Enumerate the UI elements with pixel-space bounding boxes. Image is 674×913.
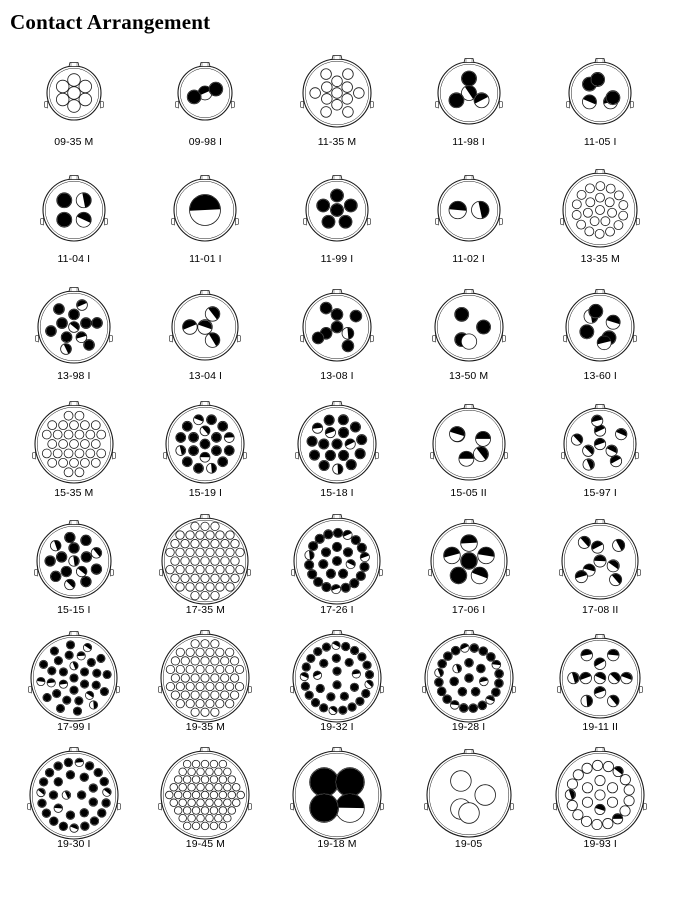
connector-face-diagram bbox=[291, 400, 383, 486]
connector-face-diagram bbox=[155, 517, 255, 603]
connector-cell bbox=[534, 166, 666, 277]
connector-face-diagram bbox=[165, 283, 245, 369]
connector-label: 19-28 I bbox=[451, 721, 486, 733]
page-title: Contact Arrangement bbox=[10, 10, 211, 34]
connector-cell bbox=[403, 517, 535, 628]
connector-cell bbox=[8, 400, 140, 511]
connector-face-diagram bbox=[23, 751, 125, 837]
connector-cell bbox=[8, 166, 140, 277]
connector-cell bbox=[140, 517, 272, 628]
connector-face-diagram bbox=[167, 166, 243, 252]
connector-face-diagram bbox=[557, 400, 643, 486]
connector-face-diagram bbox=[40, 49, 108, 135]
connector-label: 17-35 M bbox=[185, 604, 225, 616]
connector-cell bbox=[8, 283, 140, 394]
connector-face-diagram bbox=[28, 400, 120, 486]
connector-face-diagram bbox=[555, 517, 645, 603]
connector-face-diagram bbox=[562, 49, 638, 135]
connector-face-diagram bbox=[418, 634, 520, 720]
connector-label: 13-98 I bbox=[57, 370, 91, 382]
connector-face-diagram bbox=[286, 634, 388, 720]
connector-cell bbox=[140, 751, 272, 862]
connector-label: 11-04 I bbox=[57, 253, 91, 265]
connector-label: 15-97 I bbox=[583, 487, 617, 499]
connector-cell bbox=[8, 517, 140, 628]
connector-cell bbox=[534, 751, 666, 862]
connector-face-diagram bbox=[171, 49, 239, 135]
connector-label: 15-18 I bbox=[320, 487, 354, 499]
connector-cell bbox=[403, 166, 535, 277]
connector-label: 15-05 II bbox=[450, 487, 487, 499]
connector-cell bbox=[271, 751, 403, 862]
connector-cell bbox=[140, 166, 272, 277]
connector-cell bbox=[403, 634, 535, 745]
connector-label: 19-45 M bbox=[185, 838, 225, 850]
connector-face-diagram bbox=[36, 166, 112, 252]
connector-label: 11-35 M bbox=[317, 136, 357, 148]
connector-face-diagram bbox=[428, 283, 510, 369]
connector-cell bbox=[271, 283, 403, 394]
connector-cell bbox=[140, 49, 272, 160]
connector-label: 17-99 I bbox=[57, 721, 91, 733]
connector-face-diagram bbox=[296, 283, 378, 369]
connector-face-diagram bbox=[286, 751, 388, 837]
connector-face-diagram bbox=[420, 751, 518, 837]
connector-label: 11-99 I bbox=[320, 253, 354, 265]
connector-cell bbox=[403, 283, 535, 394]
connector-cell bbox=[534, 49, 666, 160]
connector-label: 19-11 II bbox=[582, 721, 619, 733]
connector-label: 13-04 I bbox=[188, 370, 223, 382]
connector-cell bbox=[271, 634, 403, 745]
connector-label: 13-50 M bbox=[448, 370, 489, 382]
connector-cell bbox=[140, 634, 272, 745]
connector-label: 13-08 I bbox=[320, 370, 354, 382]
connector-cell bbox=[140, 400, 272, 511]
connector-cell bbox=[271, 400, 403, 511]
connector-label: 15-35 M bbox=[54, 487, 94, 499]
connector-label: 19-93 I bbox=[583, 838, 617, 850]
connector-label: 19-35 M bbox=[185, 721, 225, 733]
connector-cell bbox=[271, 49, 403, 160]
connector-label: 13-35 M bbox=[580, 253, 620, 265]
connector-face-diagram bbox=[553, 634, 647, 720]
connector-cell bbox=[8, 49, 140, 160]
connector-cell bbox=[403, 400, 535, 511]
connector-label: 11-98 I bbox=[452, 136, 485, 148]
connector-label: 19-18 M bbox=[317, 838, 357, 850]
connector-cell bbox=[534, 400, 666, 511]
connector-cell bbox=[534, 283, 666, 394]
connector-face-diagram bbox=[287, 517, 387, 603]
connector-label: 11-05 I bbox=[583, 136, 617, 148]
connector-cell bbox=[8, 751, 140, 862]
connector-label: 09-35 M bbox=[54, 136, 94, 148]
connector-face-diagram bbox=[426, 400, 512, 486]
connector-cell bbox=[403, 751, 535, 862]
connector-label: 15-15 I bbox=[57, 604, 91, 616]
connector-label: 19-30 I bbox=[57, 838, 91, 850]
connector-face-diagram bbox=[559, 283, 641, 369]
connector-cell bbox=[140, 283, 272, 394]
connector-label: 17-06 I bbox=[451, 604, 486, 616]
connector-face-diagram bbox=[24, 634, 124, 720]
connector-face-diagram bbox=[299, 166, 375, 252]
connector-face-diagram bbox=[154, 634, 256, 720]
connector-label: 11-01 I bbox=[189, 253, 222, 265]
connector-label: 15-19 I bbox=[188, 487, 223, 499]
connector-cell bbox=[534, 634, 666, 745]
connector-face-diagram bbox=[556, 166, 644, 252]
connector-face-diagram bbox=[159, 400, 251, 486]
connector-label: 19-32 I bbox=[320, 721, 354, 733]
connector-face-diagram bbox=[30, 517, 118, 603]
connector-face-diagram bbox=[31, 283, 117, 369]
connector-cell bbox=[403, 49, 535, 160]
connector-face-diagram bbox=[431, 166, 507, 252]
connector-grid bbox=[0, 49, 674, 862]
connector-face-diagram bbox=[296, 49, 378, 135]
connector-label: 19-05 bbox=[454, 838, 483, 850]
connector-face-diagram bbox=[431, 49, 507, 135]
connector-label: 17-08 II bbox=[581, 604, 619, 616]
connector-face-diagram bbox=[154, 751, 256, 837]
connector-cell bbox=[271, 517, 403, 628]
connector-label: 11-02 I bbox=[452, 253, 485, 265]
connector-face-diagram bbox=[424, 517, 514, 603]
connector-label: 13-60 I bbox=[583, 370, 617, 382]
connector-cell bbox=[8, 634, 140, 745]
connector-label: 17-26 I bbox=[320, 604, 354, 616]
connector-face-diagram bbox=[549, 751, 651, 837]
connector-label: 09-98 I bbox=[188, 136, 223, 148]
connector-cell bbox=[534, 517, 666, 628]
connector-cell bbox=[271, 166, 403, 277]
